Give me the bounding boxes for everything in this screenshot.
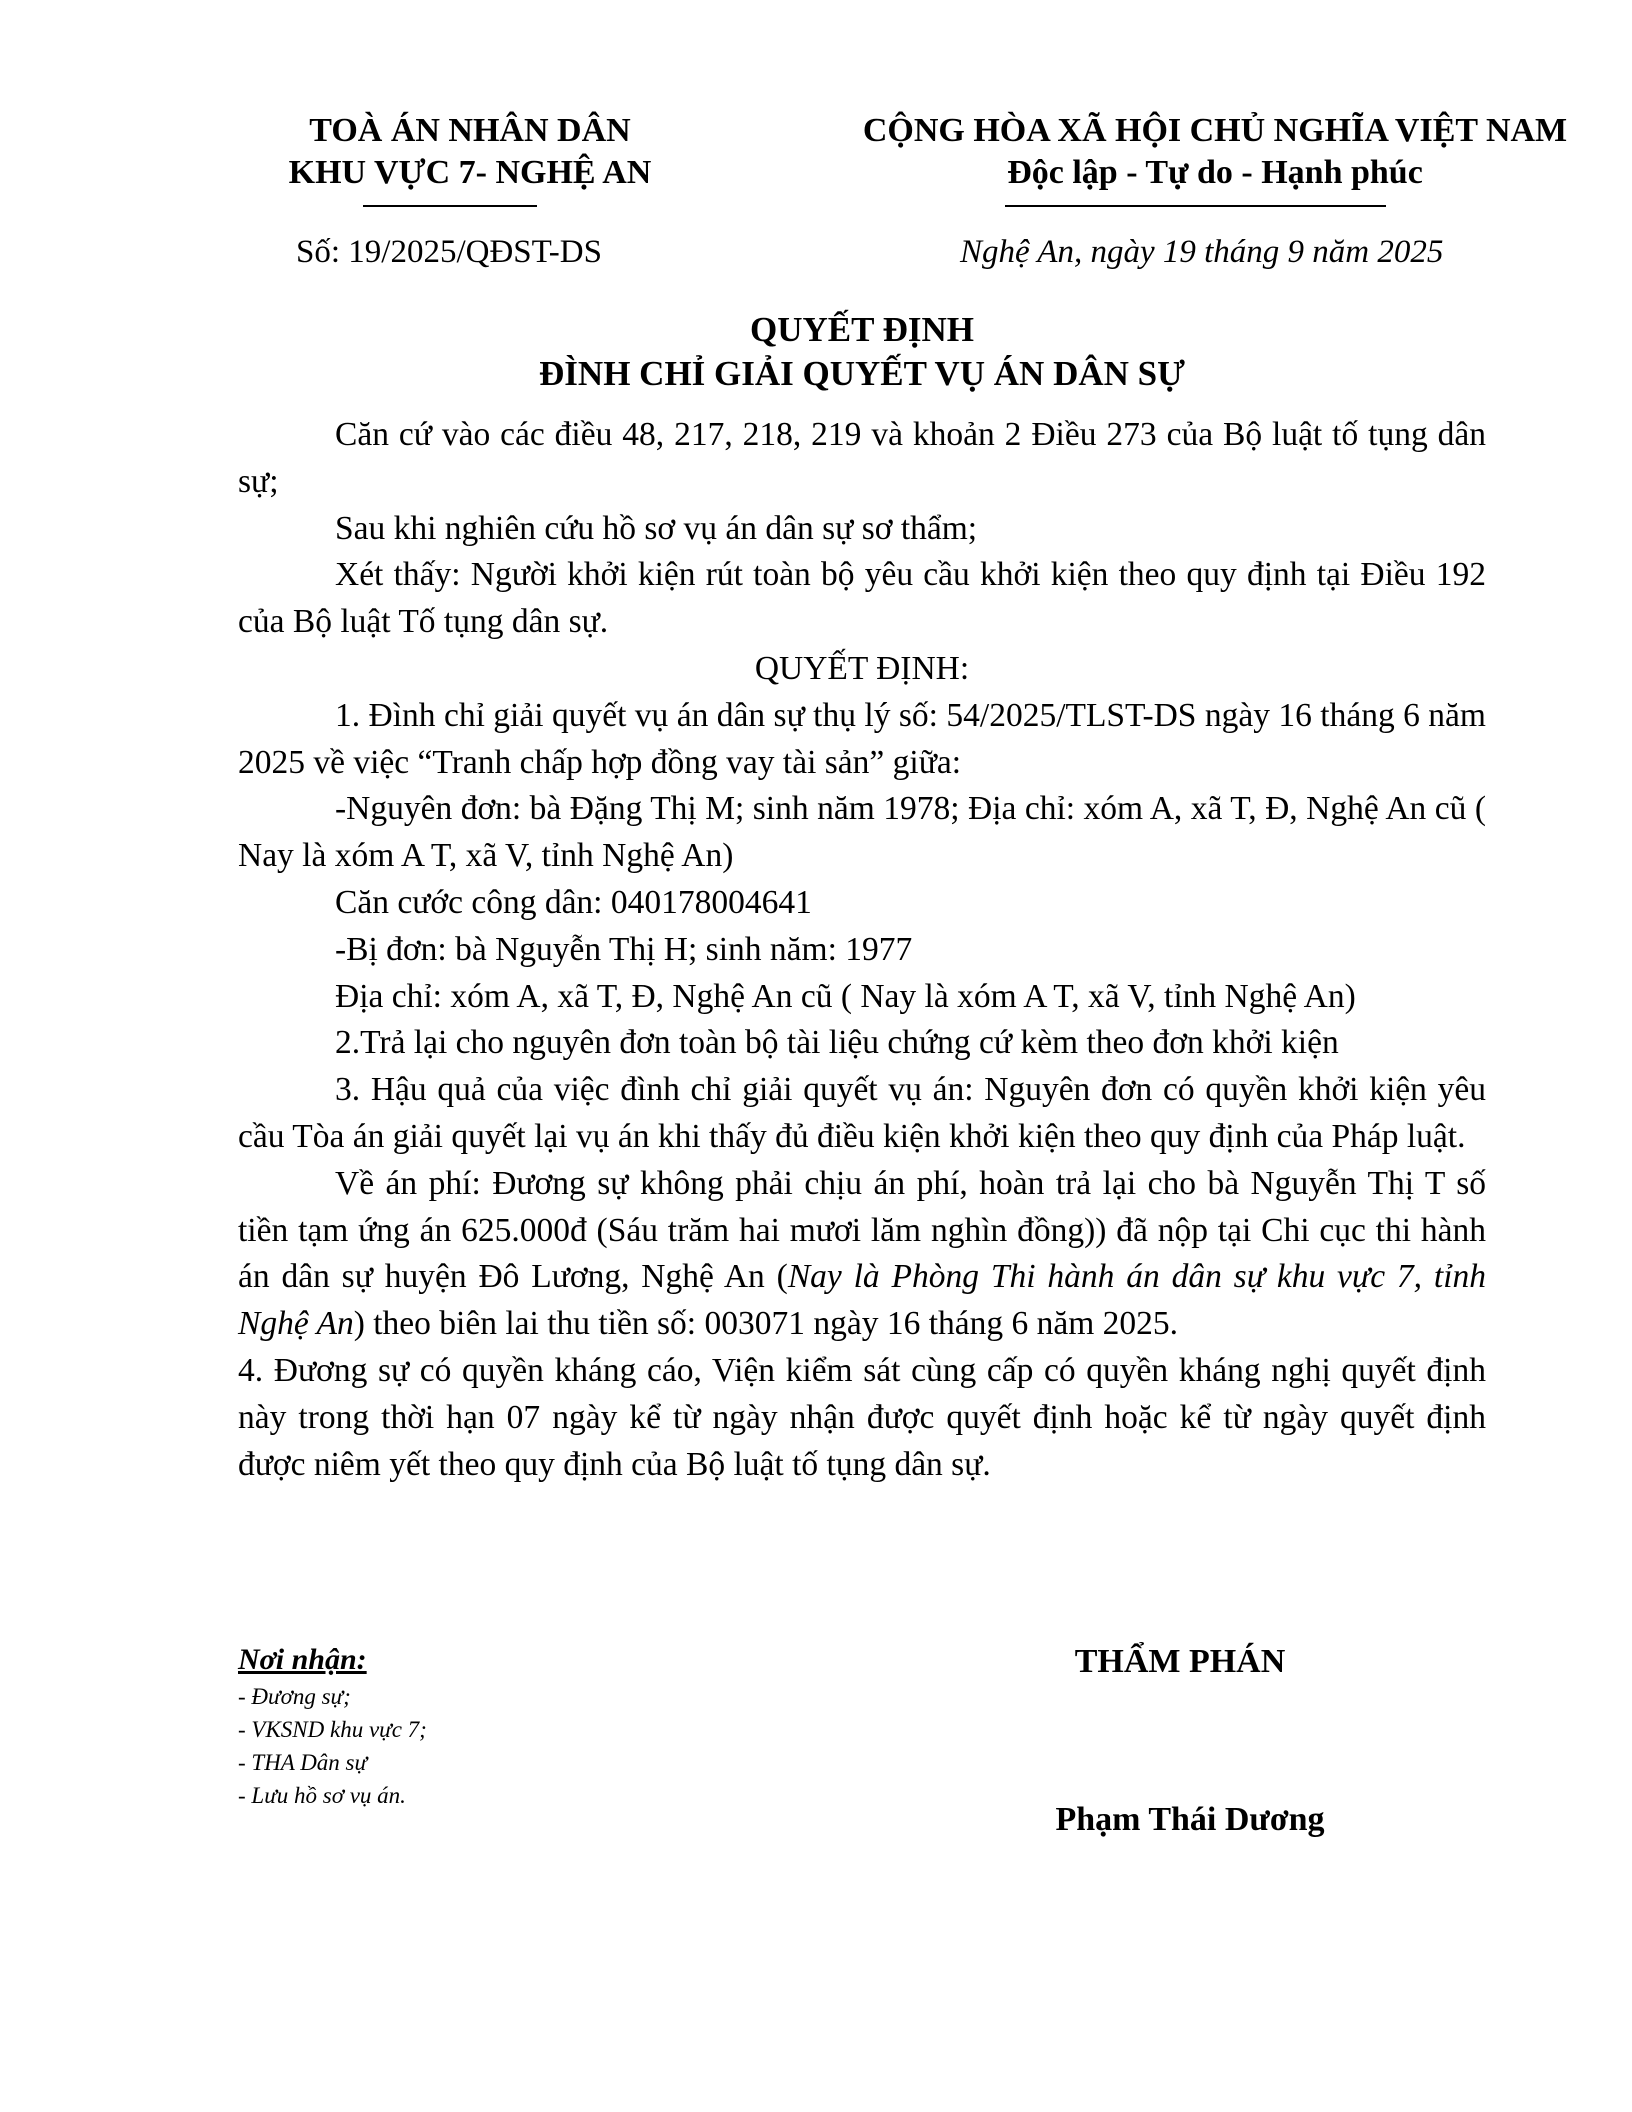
- place-date: Nghệ An, ngày 19 tháng 9 năm 2025: [960, 234, 1444, 270]
- decision-heading: QUYẾT ĐỊNH:: [754, 649, 970, 687]
- paragraph-review: Sau khi nghiên cứu hồ sơ vụ án dân sự sơ thẩm;: [335, 509, 978, 547]
- national-motto: [840, 110, 1590, 194]
- court-underline: [363, 205, 537, 207]
- fee-text-italic: Nay là Phòng Thi hành án dân sự khu vực 7, tỉnh Nghệ An: [238, 1258, 1486, 1343]
- recipient-item: - Lưu hồ sơ vụ án.: [238, 1783, 406, 1808]
- title-line-2: ĐÌNH CHỈ GIẢI QUYẾT VỤ ÁN DÂN SỰ: [539, 354, 1185, 393]
- judge-name: Phạm Thái Dương: [1055, 1801, 1325, 1838]
- recipient-item: - Đương sự;: [238, 1684, 351, 1709]
- nation-line-1: CỘNG HÒA XÃ HỘI CHỦ NGHĨA VIỆT NAM: [862, 112, 1568, 149]
- decision-item-2: 2.Trả lại cho nguyên đơn toàn bộ tài liệu chứng cứ kèm theo đơn khởi kiện: [335, 1024, 1339, 1062]
- recipients-block: [238, 1640, 758, 1812]
- recipient-item: - THA Dân sự: [238, 1750, 368, 1775]
- decision-item-1: 1. Đình chỉ giải quyết vụ án dân sự thụ lý số: 54/2025/TLST-DS ngày 16 tháng 6 năm 2025 về việc “Tranh chấp hợp đồng vay tài sản” giữa:: [238, 696, 1486, 781]
- recipients-title: Nơi nhận:: [238, 1643, 367, 1676]
- document-number: Số: 19/2025/QĐST-DS: [296, 234, 602, 270]
- nation-line-2: Độc lập - Tự do - Hạnh phúc: [1007, 154, 1423, 191]
- paragraph-finding: Xét thấy: Người khởi kiện rút toàn bộ yêu cầu khởi kiện theo quy định tại Điều 192 của Bộ luật Tố tụng dân sự.: [238, 556, 1486, 641]
- court-fee-paragraph: [238, 1161, 1486, 1348]
- motto-underline: [1005, 205, 1386, 207]
- title-line-1: QUYẾT ĐỊNH: [750, 310, 974, 349]
- defendant-info: -Bị đơn: bà Nguyễn Thị H; sinh năm: 1977: [335, 930, 913, 968]
- paragraph-legal-basis: Căn cứ vào các điều 48, 217, 218, 219 và khoản 2 Điều 273 của Bộ luật tố tụng dân sự;: [238, 416, 1486, 500]
- decision-item-4: 4. Đương sự có quyền kháng cáo, Viện kiểm sát cùng cấp có quyền kháng nghị quyết định này trong thời hạn 07 ngày kể từ ngày nhận được quyết định hoặc kể từ ngày quyết định được niêm yết theo quy định của Bộ luật tố tụng dân sự.: [238, 1351, 1486, 1483]
- recipient-item: - VKSND khu vực 7;: [238, 1717, 427, 1742]
- document-title: [238, 308, 1486, 396]
- court-line-1: TOÀ ÁN NHÂN DÂN: [309, 112, 631, 149]
- fee-text-1: Về án phí: Đương sự không phải chịu án phí, hoàn trả lại cho bà Nguyễn Thị T số tiền tạm ứng án 625.000đ (Sáu trăm hai mươi lăm nghìn đồng)) đã nộp tại Chi cục thi hành án dân sự huyện Đô Lương, Nghệ An (: [238, 1164, 1486, 1296]
- judge-title: THẨM PHÁN: [1074, 1643, 1286, 1680]
- fee-text-2: ) theo biên lai thu tiền số: 003071 ngày 16 tháng 6 năm 2025.: [353, 1305, 1179, 1343]
- decision-item-3: 3. Hậu quả của việc đình chỉ giải quyết vụ án: Nguyên đơn có quyền khởi kiện yêu cầu Tòa án giải quyết lại vụ án khi thấy đủ điều kiện khởi kiện theo quy định của Pháp luật.: [238, 1071, 1486, 1155]
- id-card-info: Căn cước công dân: 040178004641: [335, 883, 812, 921]
- court-line-2: KHU VỰC 7- NGHỆ AN: [288, 154, 652, 191]
- document-body: [238, 412, 1486, 1488]
- plaintiff-info: -Nguyên đơn: bà Đặng Thị M; sinh năm 1978; Địa chỉ: xóm A, xã T, Đ, Nghệ An cũ ( Nay là xóm A T, xã V, tỉnh Nghệ An): [238, 790, 1486, 875]
- defendant-address: Địa chỉ: xóm A, xã T, Đ, Nghệ An cũ ( Nay là xóm A T, xã V, tỉnh Nghệ An): [335, 977, 1356, 1015]
- court-name: [240, 110, 700, 194]
